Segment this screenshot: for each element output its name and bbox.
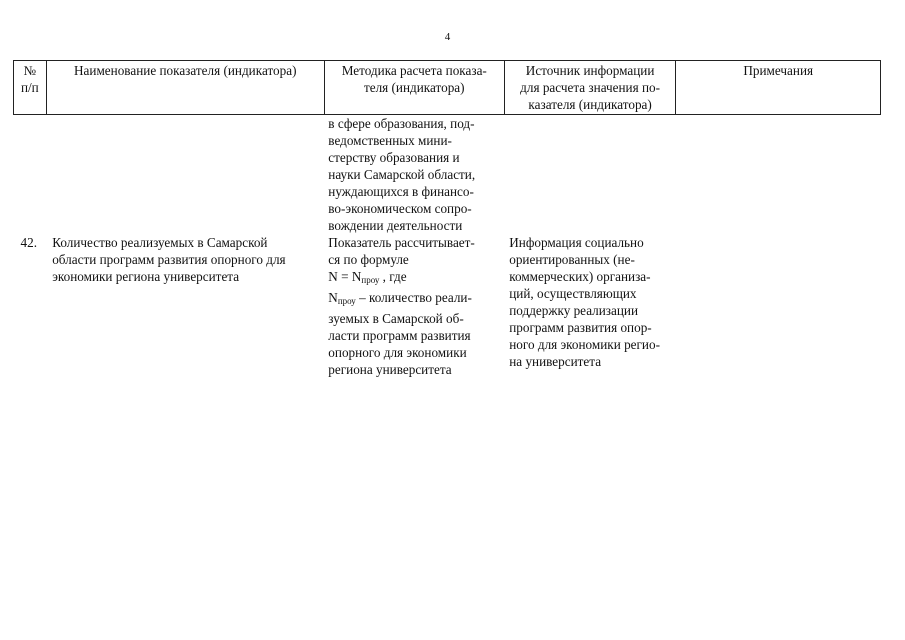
cell-source [504,115,676,235]
method-line: нуждающихся в финансо- [328,184,474,199]
cell-num [14,115,47,235]
method-line: стерству образования и [328,150,460,165]
method-line: региона университета [328,362,452,377]
header-notes [676,61,881,115]
source-line: ориентированных (не- [509,252,635,267]
header-source-line: Источник информации [525,63,655,78]
row-number: 42. [20,235,37,250]
information-source [504,234,676,378]
header-num-line: № [23,63,37,78]
indicator-table [13,60,881,378]
header-num [14,61,47,115]
method-line: зуемых в Самарской об- [328,311,464,326]
table-row [14,234,881,378]
header-method-line: теля (индикатора) [363,80,465,95]
header-method-line: Методика расчета показа- [341,63,487,78]
header-source-line: казателя (индикатора) [528,97,652,112]
page-number: 4 [444,31,451,43]
header-notes-line: Примечания [743,63,814,78]
header-source [504,61,676,115]
cell-name [46,115,324,235]
formula-line [328,268,502,289]
header-name-line: Наименование показателя (индикатора) [74,63,297,78]
cell-notes [676,115,881,235]
method-line: ся по формуле [328,252,409,267]
method-line: науки Самарской области, [328,167,476,182]
source-line: Информация социально [509,235,644,250]
formula-subscript: проу [361,275,380,285]
cell-method [324,115,504,235]
source-line: поддержку реализации [509,303,639,318]
source-line: на университета [509,354,602,369]
method-line: в сфере образования, под- [328,116,475,131]
header-source-line: для расчета значения по- [520,80,661,95]
method-line: Показатель рассчитывает- [328,235,475,250]
formula-lhs: N = N [328,269,362,284]
header-num-line: п/п [20,80,39,95]
method-line: опорного для экономики [328,345,467,360]
name-line: области программ развития опорного для [52,252,286,267]
definition-symbol: N [328,290,338,305]
method-line: ведомственных мини- [328,133,452,148]
definition-tail: – количество реали- [355,290,472,305]
definition-line [328,289,502,310]
method-line: ласти программ развития [328,328,471,343]
table-row-continuation [14,115,881,235]
calculation-method [324,234,504,378]
notes-cell [676,234,881,378]
definition-subscript: проу [337,296,356,306]
formula-tail: , где [379,269,407,284]
source-line: ного для экономики регио- [509,337,660,352]
table-header-row [14,61,881,115]
method-line: вождении деятельности [328,218,463,233]
name-line: экономики региона университета [52,269,240,284]
header-method [324,61,504,115]
source-line: ций, осуществляющих [509,286,637,301]
source-line: программ развития опор- [509,320,652,335]
name-line: Количество реализуемых в Самарской [52,235,268,250]
indicator-name [46,234,324,378]
source-line: коммерческих) организа- [509,269,651,284]
header-name [46,61,324,115]
method-line: во-экономическом сопро- [328,201,472,216]
